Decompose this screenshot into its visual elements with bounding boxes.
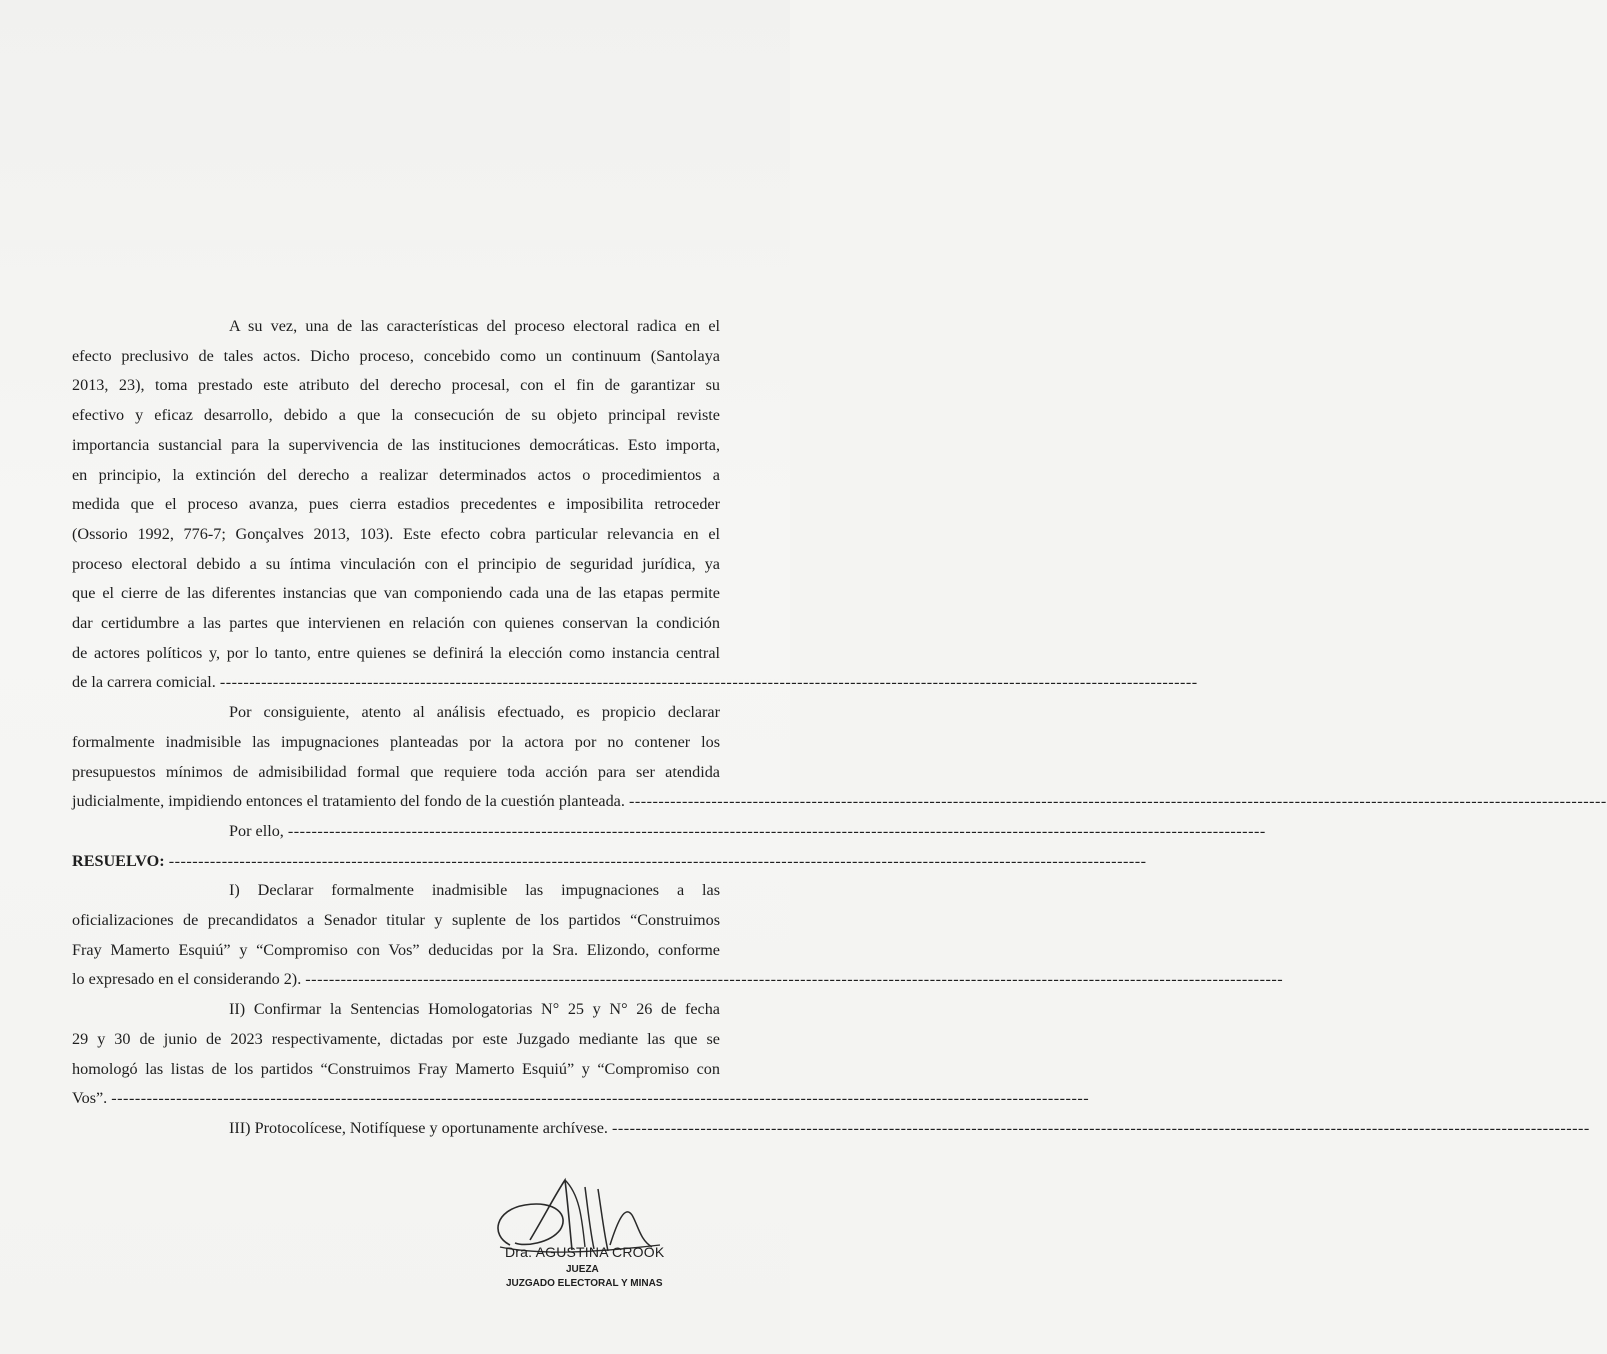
text-line: 29 y 30 de junio de 2023 respectivamente, dictadas por este Juzgado mediante las que se: [72, 1029, 720, 1048]
text-line: efecto preclusivo de tales actos. Dicho proceso, concebido como un continuum (Santolaya: [72, 346, 720, 365]
text-line: 2013, 23), toma prestado este atributo del derecho procesal, con el fin de garantizar su: [72, 376, 720, 395]
resolution-point-1: [72, 876, 1284, 995]
text-line: lo expresado en el considerando 2).: [72, 970, 302, 989]
paragraph-considerando: [72, 312, 1198, 698]
text-line: efectivo y eficaz desarrollo, debido a que la consecución de su objeto principal reviste: [72, 406, 720, 425]
resuelvo-line: [72, 847, 1147, 877]
por-ello-text: Por ello,: [229, 821, 284, 840]
text-line: dar certidumbre a las partes que intervienen en relación con quienes conservan la condición: [72, 614, 720, 633]
text-line: medida que el proceso avanza, pues cierra estadios precedentes e imposibilita retroceder: [72, 495, 720, 514]
text-line: de actores políticos y, por lo tanto, entre quienes se definirá la elección como instancia central: [72, 643, 720, 662]
text-line: judicialmente, impidiendo entonces el tratamiento del fondo de la cuestión planteada.: [72, 792, 625, 811]
text-line: homologó las listas de los partidos “Construimos Fray Mamerto Esquiú” y “Compromiso con: [72, 1059, 720, 1078]
dash-filler: ----------------------------------------------------------------------------------------------------------------------------------------------------------------------: [628, 792, 1607, 811]
text-line-with-dashes: [72, 787, 1607, 817]
text-line: Fray Mamerto Esquiú” y “Compromiso con Vos” deducidas por la Sra. Elizondo, conforme: [72, 940, 720, 959]
resuelvo-heading: RESUELVO:: [72, 851, 165, 870]
text-line: proceso electoral debido a su íntima vinculación con el principio de seguridad jurídica, ya: [72, 554, 720, 573]
text-line: importancia sustancial para la supervivencia de las instituciones democráticas. Esto importa,: [72, 435, 720, 454]
dash-filler: ----------------------------------------------------------------------------------------------------------------------------------------------------------------------: [287, 821, 1266, 840]
text-line: I) Declarar formalmente inadmisible las impugnaciones a las: [229, 881, 720, 900]
text-line-with-dashes: [72, 965, 1284, 995]
text-line-with-dashes: [72, 668, 1198, 698]
text-line: III) Protocolícese, Notifíquese y oportunamente archívese.: [229, 1118, 608, 1137]
text-line: Por consiguiente, atento al análisis efectuado, es propicio declarar: [229, 703, 720, 722]
text-line: A su vez, una de las características del proceso electoral radica en el: [229, 317, 720, 335]
dash-filler: ----------------------------------------------------------------------------------------------------------------------------------------------------------------------: [168, 851, 1147, 870]
court-office: JUZGADO ELECTORAL Y MINAS: [506, 1278, 663, 1289]
judge-role: JUEZA: [566, 1264, 599, 1275]
dash-filler: ----------------------------------------------------------------------------------------------------------------------------------------------------------------------: [111, 1089, 1090, 1108]
paragraph-consiguiente: [72, 698, 1607, 817]
resolution-body: [72, 312, 1607, 1144]
text-line-with-dashes: [72, 1084, 1090, 1114]
text-line: (Ossorio 1992, 776-7; Gonçalves 2013, 103). Este efecto cobra particular relevancia en el: [72, 524, 720, 543]
text-line: formalmente inadmisible las impugnaciones planteadas por la actora por no contener los: [72, 732, 720, 751]
text-line: en principio, la extinción del derecho a realizar determinados actos o procedimientos a: [72, 465, 720, 484]
handwritten-signature: [470, 1175, 670, 1295]
por-ello-line: [72, 817, 1266, 847]
text-line: II) Confirmar la Sentencias Homologatorias N° 25 y N° 26 de fecha: [229, 1000, 720, 1019]
dash-filler: ----------------------------------------------------------------------------------------------------------------------------------------------------------------------: [219, 673, 1198, 692]
judge-name: Dra. AGUSTINA CROOK: [505, 1244, 665, 1260]
text-line: Vos”.: [72, 1089, 108, 1108]
resolution-point-2: [72, 995, 1090, 1114]
text-line: oficializaciones de precandidatos a Senador titular y suplente de los partidos “Construimos: [72, 911, 720, 930]
text-line: de la carrera comicial.: [72, 673, 216, 692]
text-line: presupuestos mínimos de admisibilidad formal que requiere toda acción para ser atendida: [72, 762, 720, 781]
text-line: que el cierre de las diferentes instancias que van componiendo cada una de las etapas permite: [72, 584, 720, 603]
dash-filler: ----------------------------------------------------------------------------------------------------------------------------------------------------------------------: [305, 970, 1284, 989]
resolution-point-3: [72, 1114, 1590, 1144]
dash-filler: ----------------------------------------------------------------------------------------------------------------------------------------------------------------------: [611, 1118, 1590, 1137]
